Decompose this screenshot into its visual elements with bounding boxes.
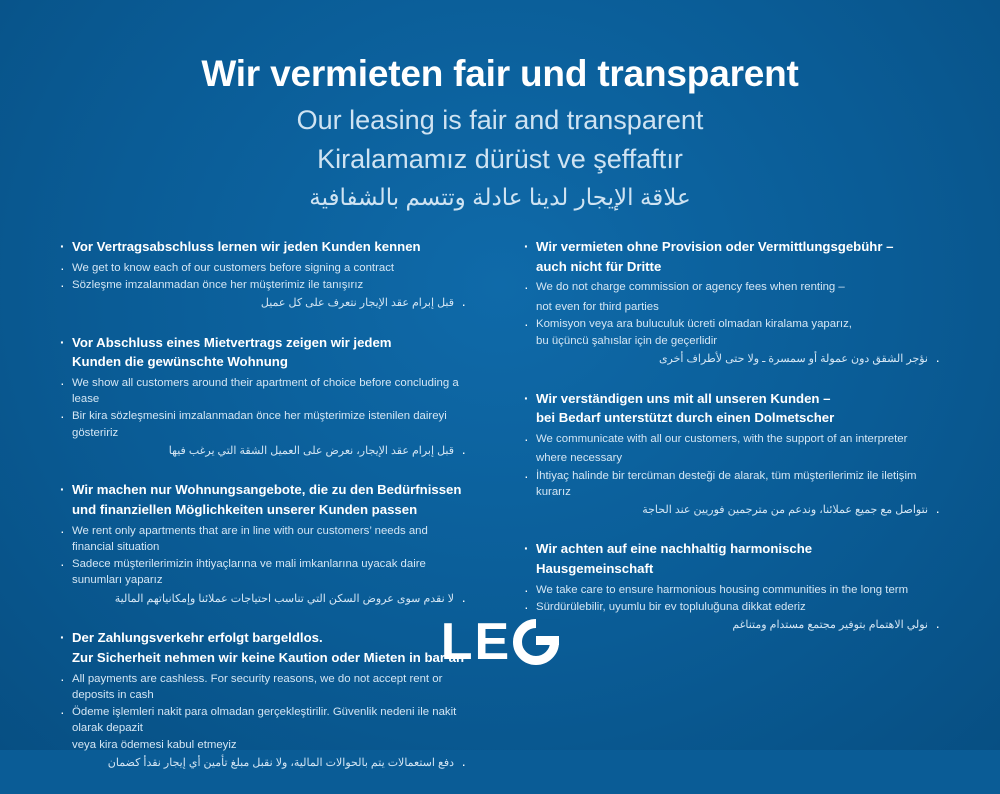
item-german: · Der Zahlungsverkehr erfolgt bargeldlos. bbox=[60, 629, 466, 648]
headline-arabic: علاقة الإيجار لدينا عادلة وتتسم بالشفافية bbox=[309, 184, 691, 211]
logo-notch bbox=[536, 619, 560, 636]
item-english: · All payments are cashless. For security reasons, we do not accept rent or deposits in cash bbox=[60, 671, 466, 703]
item-turkish-cont: bu üçüncü şahıslar için de geçerlidir bbox=[536, 335, 718, 348]
item-arabic: · لا نقدم سوى عروض السكن التي تناسب احتياجات عملائنا وإمكانياتهم المالية bbox=[60, 591, 466, 608]
item-turkish: · İhtiyaç halinde bir tercüman desteği de alarak, tüm müşterilerimiz ile iletişim kurarız bbox=[524, 468, 940, 500]
list-item bbox=[60, 238, 466, 312]
item-german-cont: auch nicht für Dritte bbox=[536, 258, 662, 274]
item-turkish-cont: veya kira ödemesi kabul etmeyiz bbox=[72, 739, 237, 752]
item-english-cont: not even for third parties bbox=[536, 300, 659, 313]
list-item bbox=[524, 238, 940, 368]
logo-lettering bbox=[441, 612, 559, 672]
list-item bbox=[60, 334, 466, 460]
leg-logo bbox=[0, 612, 1000, 672]
item-arabic: · نولي الاهتمام بتوفير مجتمع مستدام ومتناغم bbox=[524, 617, 940, 634]
item-german-cont: bei Bedarf unterstützt durch einen Dolmetscher bbox=[536, 410, 835, 426]
item-english: · We show all customers around their apartment of choice before concluding a lease bbox=[60, 375, 466, 407]
item-german: · Vor Abschluss eines Mietvertrags zeigen wir jedem bbox=[60, 334, 466, 353]
right-column bbox=[500, 238, 940, 794]
headline-group bbox=[0, 0, 1000, 213]
item-english-cont: where necessary bbox=[536, 452, 623, 465]
item-english: · We do not charge commission or agency fees when renting – bbox=[524, 279, 940, 295]
item-arabic: · نتواصل مع جميع عملائنا، وندعم من مترجمين فوريين عند الحاجة bbox=[524, 502, 940, 519]
list-item bbox=[60, 481, 466, 607]
item-turkish: · Bir kira sözleşmesini imzalanmadan önce her müşterimize istenilen daireyi gösteririz bbox=[60, 408, 466, 440]
item-arabic: · قبل إبرام عقد الإيجار نتعرف على كل عميل bbox=[60, 295, 466, 312]
item-arabic: · نؤجر الشقق دون عمولة أو سمسرة ـ ولا حتى لأطراف أخرى bbox=[524, 351, 940, 368]
headline-german: Wir vermieten fair und transparent bbox=[201, 53, 799, 94]
item-arabic: · قبل إبرام عقد الإيجار، نعرض على العميل الشقة التي يرغب فيها bbox=[60, 443, 466, 460]
item-turkish: · Sürdürülebilir, uyumlu bir ev topluluğuna dikkat ederiz bbox=[524, 599, 940, 615]
item-turkish: · Komisyon veya ara buluculuk ücreti olmadan kiralama yaparız, bbox=[524, 316, 940, 332]
item-german-cont: Kunden die gewünschte Wohnung bbox=[72, 354, 288, 370]
item-german-cont: Zur Sicherheit nehmen wir keine Kaution oder Mieten in bar an bbox=[72, 649, 465, 665]
item-english: · We get to know each of our customers before signing a contract bbox=[60, 260, 466, 276]
item-german-cont: und finanziellen Möglichkeiten unserer Kunden passen bbox=[72, 502, 418, 518]
headline-turkish: Kiralamamız dürüst ve şeffaftır bbox=[317, 144, 683, 175]
logo-g-mark bbox=[513, 619, 559, 665]
item-english: · We communicate with all our customers, with the support of an interpreter bbox=[524, 431, 940, 447]
list-item bbox=[524, 390, 940, 519]
logo-bar bbox=[536, 636, 559, 645]
item-english: · We take care to ensure harmonious housing communities in the long term bbox=[524, 582, 940, 598]
item-german-cont: Hausgemeinschaft bbox=[536, 561, 654, 577]
item-turkish: · Sözleşme imzalanmadan önce her müşterimiz ile tanışırız bbox=[60, 277, 466, 293]
headline-english: Our leasing is fair and transparent bbox=[296, 104, 704, 135]
logo-text-le: LE bbox=[440, 613, 512, 671]
item-english: · We rent only apartments that are in line with our customers’ needs and financial situation bbox=[60, 523, 466, 555]
item-german: · Wir vermieten ohne Provision oder Vermittlungsgebühr – bbox=[524, 238, 940, 257]
item-german: · Wir achten auf eine nachhaltig harmonische bbox=[524, 540, 940, 559]
item-turkish: · Ödeme işlemleri nakit para olmadan gerçekleştirilir. Güvenlik nedeni ile nakit olarak depazit bbox=[60, 704, 466, 736]
item-german: · Vor Vertragsabschluss lernen wir jeden Kunden kennen bbox=[60, 238, 466, 257]
item-arabic: · دفع استعمالات يتم بالحوالات المالية، ولا نقبل مبلغ تأمين أي إيجار نقدأ كضمان bbox=[60, 755, 466, 772]
item-turkish: · Sadece müşterilerimizin ihtiyaçlarına ve mali imkanlarına uyacak daire sunumları yaparız bbox=[60, 556, 466, 588]
left-column bbox=[60, 238, 500, 794]
content-columns bbox=[0, 238, 1000, 794]
item-german: · Wir verständigen uns mit all unseren Kunden – bbox=[524, 390, 940, 409]
item-german: · Wir machen nur Wohnungsangebote, die zu den Bedürfnissen bbox=[60, 481, 466, 500]
